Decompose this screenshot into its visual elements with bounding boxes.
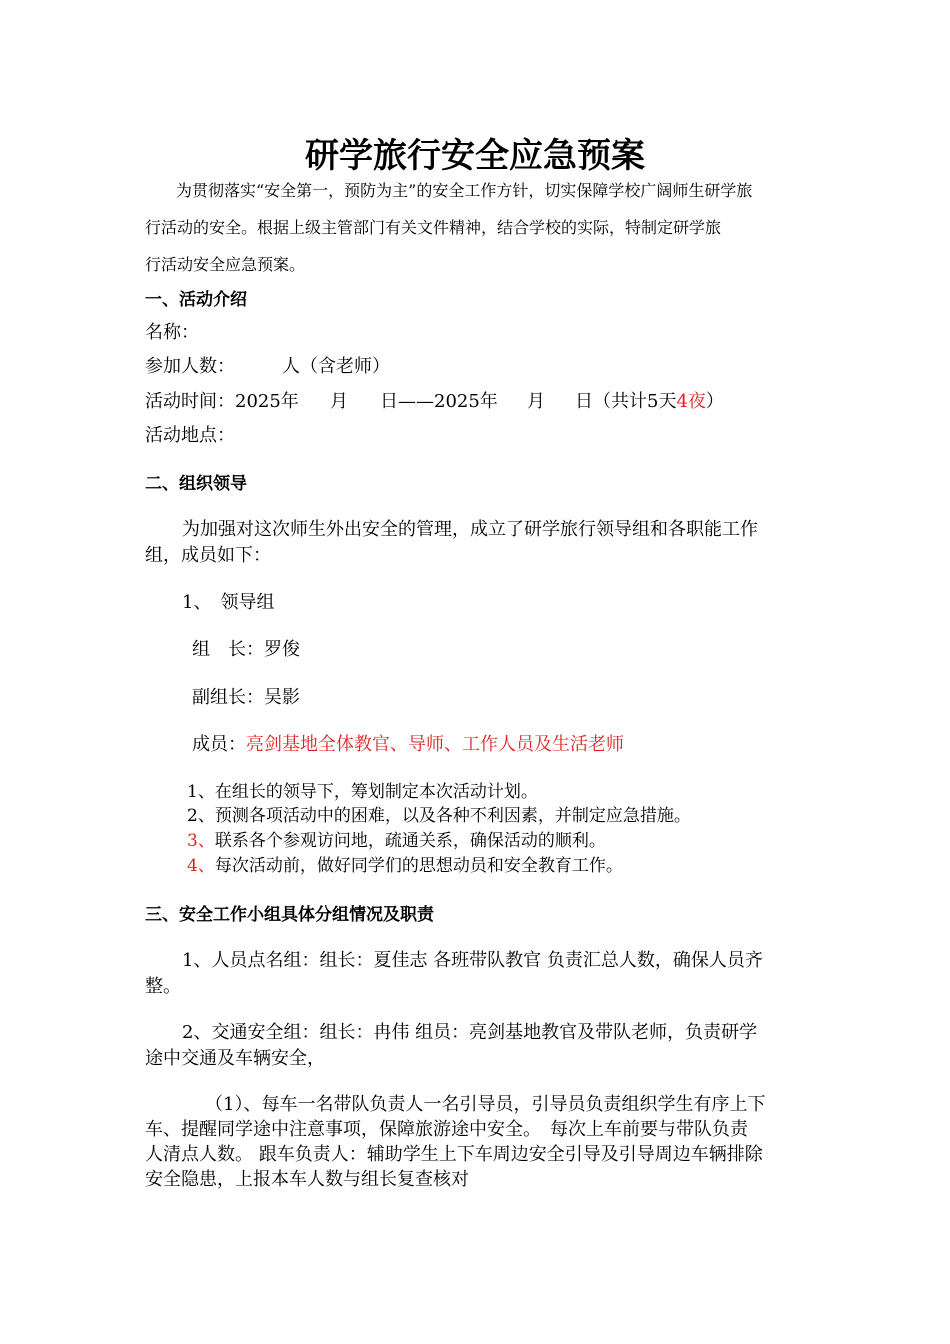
- time-day-2: [575, 387, 724, 413]
- section-3-heading: 三、安全工作小组具体分组情况及职责: [145, 905, 434, 925]
- duty-item-1: 1、在组长的领导下，筹划制定本次活动计划。: [187, 782, 538, 802]
- activity-name-label: 名称：: [145, 322, 199, 343]
- section-1-heading: 一、活动介绍: [145, 290, 247, 310]
- traffic-detail-line-4: 安全隐患，上报本车人数与组长复查核对: [145, 1169, 469, 1190]
- intro-line-3: 行活动安全应急预案。: [145, 255, 306, 274]
- duty-item-3-text: 联系各个参观访问地，疏通关系，确保活动的顺利。: [214, 831, 606, 851]
- section-2-para-line-2: 组，成员如下：: [145, 545, 271, 566]
- duty-item-4-number: 4、: [187, 856, 215, 876]
- traffic-detail-line-3: 人清点人数。 跟车负责人：辅助学生上下车周边安全引导及引导周边车辆排除: [145, 1144, 763, 1165]
- time-nights: 4夜: [676, 391, 706, 412]
- intro-line-2: 行活动的安全。根据上级主管部门有关文件精神，结合学校的实际，特制定研学旅: [145, 218, 722, 237]
- traffic-group-line-2: 途中交通及车辆安全，: [145, 1048, 325, 1069]
- duty-item-3: [187, 826, 606, 851]
- deputy-leader: 副组长：吴影: [192, 687, 300, 708]
- traffic-detail-line-1: （1）、每车一名带队负责人一名引导员，引导员负责组织学生有序上下: [205, 1094, 766, 1115]
- duty-item-4: [187, 851, 623, 876]
- group-leader: 组 长：罗俊: [192, 639, 300, 660]
- time-close: ）: [705, 391, 724, 412]
- participant-count-suffix: 人（含老师）: [282, 356, 390, 377]
- leadership-group-title: 1、 领导组: [182, 592, 275, 613]
- traffic-group-line-1: 2、交通安全组：组长：冉伟 组员：亮剑基地教官及带队老师，负责研学: [182, 1022, 758, 1043]
- traffic-detail-line-2: 车、提醒同学途中注意事项，保障旅游途中安全。 每次上车前要与带队负责: [145, 1119, 748, 1140]
- time-day-1: 日——2025年: [380, 391, 498, 412]
- members-label: 成员：: [192, 734, 246, 755]
- section-2-para-line-1: 为加强对这次师生外出安全的管理，成立了研学旅行领导组和各职能工作: [182, 519, 758, 540]
- roll-call-group-line-1: 1、人员点名组：组长：夏佳志 各班带队教官 负责汇总人数，确保人员齐: [182, 950, 763, 971]
- participant-count-label: 参加人数：: [145, 356, 235, 377]
- intro-line-1: 为贯彻落实“安全第一，预防为主”的安全工作方针，切实保障学校广阔师生研学旅: [176, 181, 753, 200]
- time-month-1: 月: [330, 391, 348, 412]
- roll-call-group-line-2: 整。: [145, 976, 181, 997]
- page-title: 研学旅行安全应急预案: [305, 136, 645, 176]
- members-value: 亮剑基地全体教官、导师、工作人员及生活老师: [246, 734, 624, 755]
- duty-item-4-text: 每次活动前，做好同学们的思想动员和安全教育工作。: [214, 856, 623, 876]
- duty-item-2: 2、预测各项活动中的困难，以及各种不利因素，并制定应急措施。: [187, 806, 691, 826]
- section-2-heading: 二、组织领导: [145, 474, 247, 494]
- activity-time-label: 活动时间：2025年: [145, 391, 299, 412]
- activity-place-label: 活动地点：: [145, 425, 235, 446]
- duty-item-3-number: 3、: [187, 831, 215, 851]
- time-day-2-text: 日（共计5天: [575, 391, 677, 412]
- time-month-2: 月: [527, 391, 545, 412]
- group-members: [192, 730, 624, 756]
